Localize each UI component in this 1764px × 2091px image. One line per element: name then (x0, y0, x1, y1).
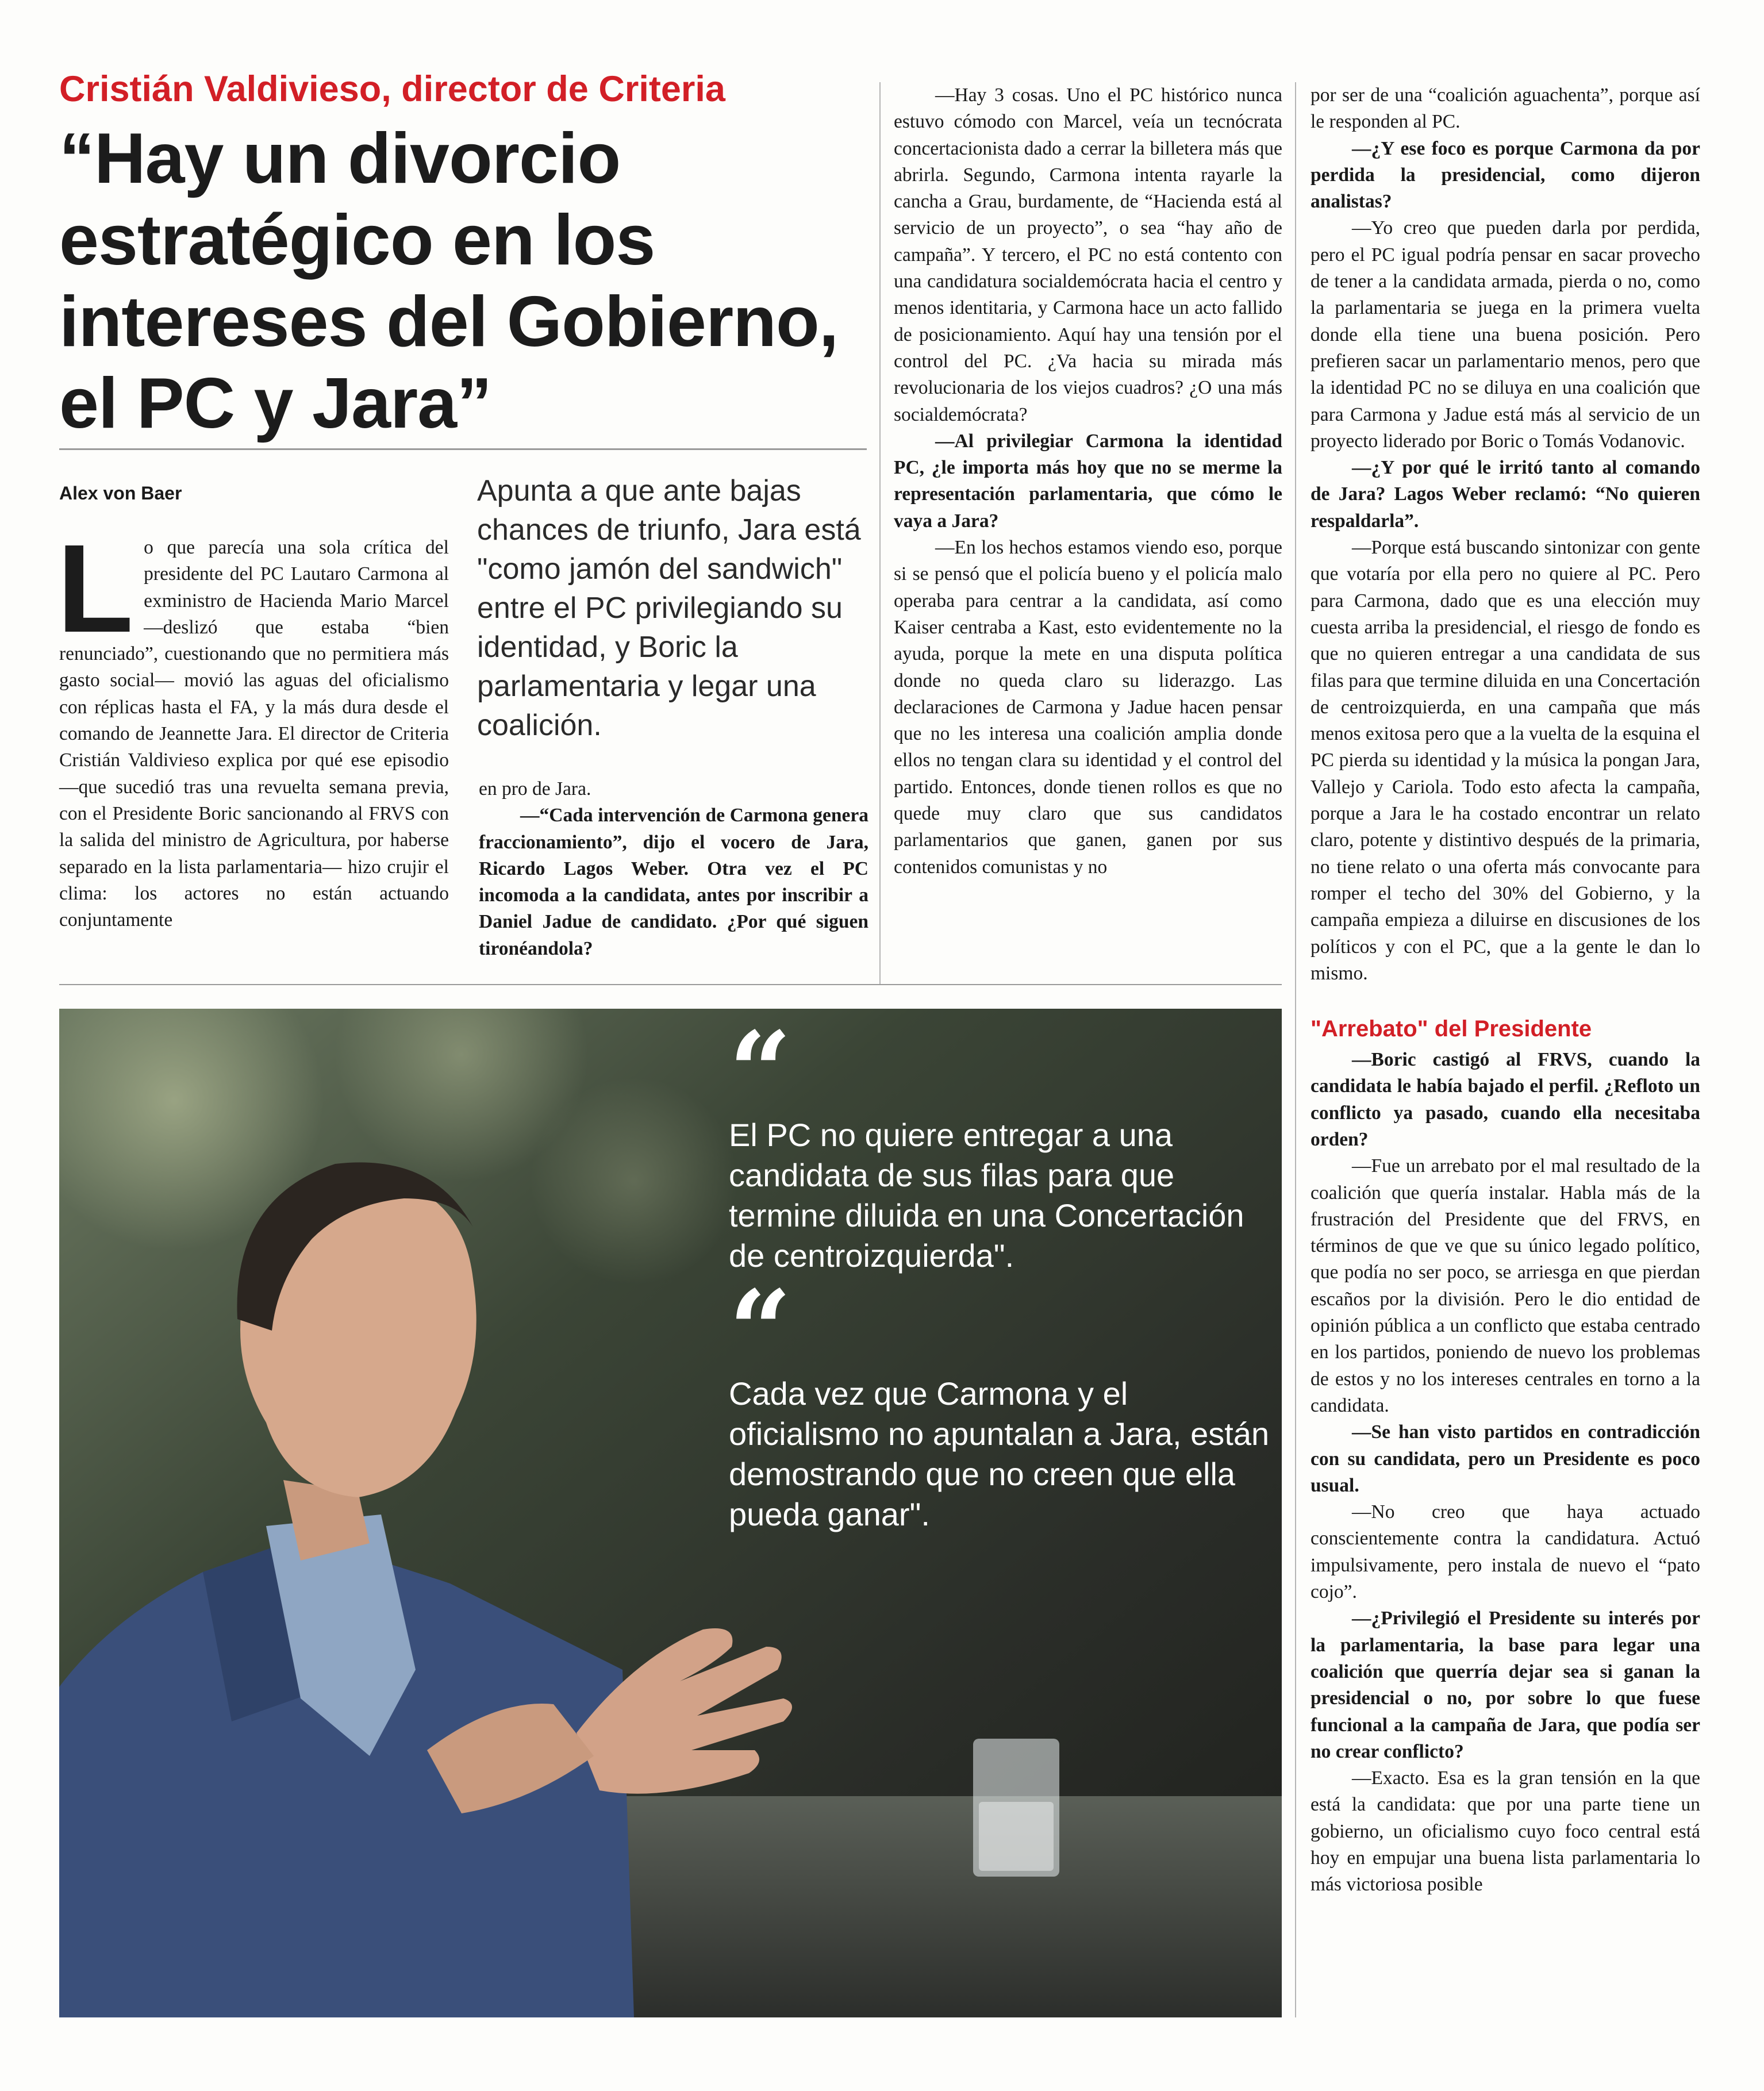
article-headline: “Hay un divorcio estratégico en los intereses del Gobierno, el PC y Jara” (59, 119, 839, 443)
paragraph: en pro de Jara. (479, 778, 591, 800)
column-3 (894, 82, 1282, 881)
question: —¿Privilegió el Presidente su interés por la parlamentaria, la base para legar una coalición que querría dejar sea si ganan la presidencial o no, por sobre lo que fuese funcional a la campaña de Jara, que podía ser no crear conflicto? (1310, 1608, 1700, 1762)
column-rule (879, 82, 881, 985)
question: —¿Y ese foco es porque Carmona da por perdida la presidencial, como dijeron analistas? (1310, 137, 1700, 213)
photo-divider (59, 984, 1282, 985)
question: —Se han visto partidos en contradicción con su candidata, pero un Presidente es poco usual. (1310, 1421, 1700, 1496)
quote-mark-icon: “ (729, 1008, 792, 1136)
answer: —Yo creo que pueden darla por perdida, pero el PC igual podría pensar en sacar provecho de tener a la candidata armada, pierda o no, como la parlamentaria se juega en la primera vuelta donde ella tiene una buena posición. Pero prefieren sacar un parlamentario menos, pero que la identidad PC no se diluya en una coalición que para Carmona y Jadue está más al servicio de un proyecto liderado por Boric o Tomás Vodanovic. (1310, 217, 1700, 452)
answer: —Hay 3 cosas. Uno el PC histórico nunca estuvo cómodo con Marcel, veía un tecnócrata concertacionista dado a cerrar la billetera más que abrirla. Segundo, Carmona intenta rayarle la cancha a Grau, burdamente, de “Hacienda está al servicio de un proyecto”, o sea “hay año de campaña”. Y tercero, el PC no está contento con una candidatura socialdemócrata hacia el centro y menos identitaria, y Carmona hace un acto fallido de posicionamiento. Aquí hay una tensión por el control del PC. ¿Va hacia su mirada más revolucionaria de los viejos cuadros? ¿O una más socialdemócrata? (894, 84, 1282, 425)
lead-column (57, 519, 449, 933)
column-4 (1310, 82, 1700, 1898)
article-kicker: Cristián Valdivieso, director de Criteria (59, 69, 725, 109)
dropcap: L (57, 519, 134, 659)
column-2 (479, 776, 868, 962)
question: —Al privilegiar Carmona la identidad PC, ¿le importa más hoy que no se merme la representación parlamentaria, que cómo le vaya a Jara? (894, 430, 1282, 532)
column-rule (1295, 82, 1296, 2017)
pull-quote: Apunta a que ante bajas chances de triunfo, Jara está "como jamón del sandwich" entre el PC privilegiando su identidad, y Boric la parlamentaria y legar una coalición. (477, 474, 861, 742)
answer: —En los hechos estamos viendo eso, porque si se pensó que el policía bueno y el policía malo operaba para centrar a la candidata, así como Kaiser centraba a Kast, esto evidentemente no la ayuda, porque la mete en una disputa política donde no queda claro su liderazgo. Las declaraciones de Carmona y Jadue hacen pensar que no les interesa una coalición amplia donde ellos no tengan clara su identidad y el control del partido. Entonces, donde tienen rollos es que no quede muy claro que sus candidatos parlamentarios que ganen, ganen por sus contenidos comunistas y no (894, 537, 1282, 878)
photo-quote: El PC no quiere entregar a una candidata de sus filas para que termine diluida en una Concertación de centroizquierda". (729, 1117, 1244, 1274)
byline: Alex von Baer (59, 483, 182, 503)
answer: —Fue un arrebato por el mal resultado de la coalición que quería instalar. Habla más de la frustración del Presidente que del FRVS, en términos de que ve que su único legado político, que podía no ser poco, se arriesga en que pierdan escaños por la división. Pero le dio entidad de opinión pública a un conflicto que estaba centrado en los partidos, poniendo de nuevo los problemas de estos y no los intereses centrales en torno a la candidata. (1310, 1155, 1700, 1416)
question: —Boric castigó al FRVS, cuando la candidata le había bajado el perfil. ¿Refloto un conflicto ya pasado, cuando ella necesitaba orden? (1310, 1049, 1700, 1150)
question: —“Cada intervención de Carmona genera fraccionamiento”, dijo el vocero de Jara, Ricardo Lagos Weber. Otra vez el PC incomoda a la candidata, antes por inscribir a Daniel Jadue de candidato. ¿Por qué siguen tironéandola? (479, 805, 868, 959)
answer: —No creo que haya actuado conscientemente contra la candidatura. Actuó impulsivamente, pero instala de nuevo el “pato cojo”. (1310, 1501, 1700, 1603)
answer: —Exacto. Esa es la gran tensión en la que está la candidata: que por una parte tiene un gobierno, un oficialismo cuyo foco central está hoy en empujar una buena lista parlamentaria lo más victoriosa posible (1310, 1767, 1700, 1896)
lead-paragraph: o que parecía una sola crítica del presidente del PC Lautaro Carmona al exministro de Hacienda Mario Marcel —deslizó que estaba “bien renunciado”, cuestionando que no permitiera más gasto social— movió las aguas del oficialismo con réplicas hasta el FA, y la más dura desde el comando de Jeannette Jara. El director de Criteria Cristián Valdivieso explica por qué ese episodio —que sucedió tras una revuelta semana previa, con el Presidente Boric sancionando al FRVS con la salida del ministro de Agricultura, por haberse separado en la lista parlamentaria— hizo crujir el clima: los actores no están actuando conjuntamente (59, 537, 449, 931)
quote-mark-icon: “ (729, 1266, 792, 1394)
headline-divider (59, 448, 867, 450)
photo-quotes (729, 1008, 1275, 1546)
answer: —Porque está buscando sintonizar con gente que votaría por ella pero no quiere al PC. Pero para Carmona, dado que es una elección muy cuesta arriba la presidencial, el riesgo de fondo es que no quieren entregar a una candidata de sus filas para que termine diluida en una Concertación de centroizquierda, en una campaña que más menos exitosa pero que a la vuelta de la esquina el PC pierda su identidad y la música la pongan Jara, Vallejo y Cariola. Todo esto afecta la campaña, porque a Jara le ha costado encontrar un relato claro, potente y distintivo después de la primaria, no tiene relato o una oferta más convocante para romper el techo del 30% del Gobierno, y la campaña empieza a diluirse en discusiones de los políticos y con el PC, que a la gente le dan lo mismo. (1310, 537, 1700, 984)
photo-quote: Cada vez que Carmona y el oficialismo no apuntalan a Jara, están demostrando que no creen que ella pueda ganar". (729, 1375, 1270, 1532)
question: —¿Y por qué le irritó tanto al comando de Jara? Lagos Weber reclamó: “No quieren respaldarla”. (1310, 457, 1700, 532)
paragraph: por ser de una “coalición aguachenta”, porque así le responden al PC. (1310, 84, 1700, 133)
section-subhead: "Arrebato" del Presidente (1310, 1016, 1592, 1042)
